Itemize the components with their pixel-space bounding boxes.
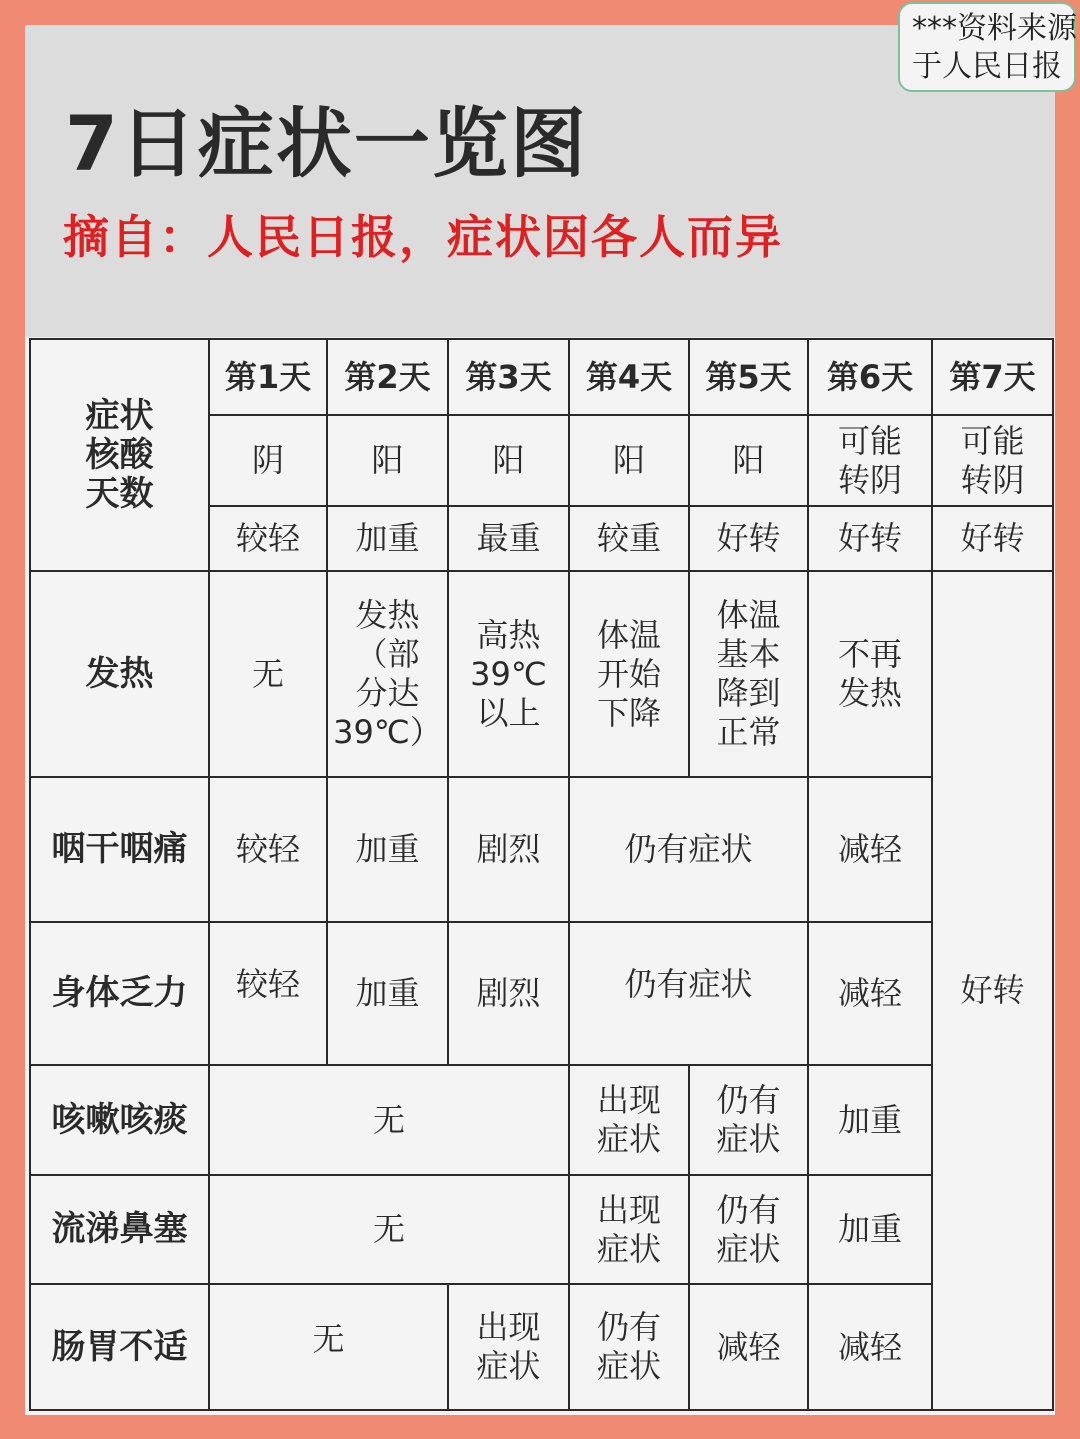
fever-day5: 体温 基本 降到 正常 xyxy=(689,571,808,777)
day-5-header: 第5天 xyxy=(689,339,808,415)
stomach-label: 肠胃不适 xyxy=(30,1284,209,1410)
fever-day3: 高热 39℃ 以上 xyxy=(448,571,569,777)
stomach-day6: 减轻 xyxy=(808,1284,932,1410)
stomach-day3: 出现 症状 xyxy=(448,1284,569,1410)
page-title: 7日症状一览图 xyxy=(65,99,588,188)
fever-label: 发热 xyxy=(30,571,209,777)
throat-day2: 加重 xyxy=(327,777,448,922)
fever-day1: 无 xyxy=(209,571,327,777)
page-subtitle: 摘自：人民日报，症状因各人而异 xyxy=(63,210,783,264)
source-badge xyxy=(898,2,1076,92)
throat-label: 咽干咽痛 xyxy=(30,777,209,922)
day-4-header: 第4天 xyxy=(569,339,689,415)
runny-nose-day5: 仍有 症状 xyxy=(689,1175,808,1284)
throat-day4-5: 仍有症状 xyxy=(569,777,808,922)
source-badge-line2: 于人民日报 xyxy=(912,49,1062,84)
severity-cell: 较轻 xyxy=(209,506,327,571)
stomach-day5: 减轻 xyxy=(689,1284,808,1410)
throat-row xyxy=(30,777,1053,922)
nucleic-cell: 可能 转阴 xyxy=(808,415,932,506)
fever-day4: 体温 开始 下降 xyxy=(569,571,689,777)
severity-cell: 好转 xyxy=(932,506,1053,571)
throat-day1: 较轻 xyxy=(209,777,327,922)
runny-nose-day1-3: 无 xyxy=(209,1175,569,1284)
severity-cell: 好转 xyxy=(689,506,808,571)
severity-cell: 加重 xyxy=(327,506,448,571)
nucleic-cell: 阴 xyxy=(209,415,327,506)
nucleic-cell: 阳 xyxy=(327,415,448,506)
cough-day5: 仍有 症状 xyxy=(689,1065,808,1175)
day-7-header: 第7天 xyxy=(932,339,1053,415)
runny-nose-day4: 出现 症状 xyxy=(569,1175,689,1284)
cough-day1-3: 无 xyxy=(209,1065,569,1175)
day-3-header: 第3天 xyxy=(448,339,569,415)
severity-cell: 好转 xyxy=(808,506,932,571)
fatigue-day4-5: 仍有症状 xyxy=(569,922,808,1065)
severity-cell: 较重 xyxy=(569,506,689,571)
nucleic-cell: 阳 xyxy=(689,415,808,506)
fatigue-day2: 加重 xyxy=(327,922,448,1065)
severity-cell: 最重 xyxy=(448,506,569,571)
cough-day4: 出现 症状 xyxy=(569,1065,689,1175)
nucleic-cell: 阳 xyxy=(569,415,689,506)
cough-row xyxy=(30,1065,1053,1175)
fever-row xyxy=(30,571,1053,777)
throat-day6: 减轻 xyxy=(808,777,932,922)
fever-day2: 发热 （部 分达 39℃） xyxy=(327,571,448,777)
cough-day6: 加重 xyxy=(808,1065,932,1175)
stomach-row xyxy=(30,1284,1053,1410)
source-badge-line1: ***资料来源 xyxy=(912,11,1077,46)
nucleic-cell: 阳 xyxy=(448,415,569,506)
day-2-header: 第2天 xyxy=(327,339,448,415)
corner-header: 症状 核酸 天数 xyxy=(30,339,209,571)
stomach-day4: 仍有 症状 xyxy=(569,1284,689,1410)
throat-day3: 剧烈 xyxy=(448,777,569,922)
fatigue-day6: 减轻 xyxy=(808,922,932,1065)
symptom-table xyxy=(29,338,1054,1411)
day-6-header: 第6天 xyxy=(808,339,932,415)
day7-merged-cell: 好转 xyxy=(932,571,1053,1410)
runny-nose-row xyxy=(30,1175,1053,1284)
nucleic-cell: 可能 转阴 xyxy=(932,415,1053,506)
cough-label: 咳嗽咳痰 xyxy=(30,1065,209,1175)
stomach-day1-2: 无 xyxy=(209,1284,448,1410)
fatigue-day3: 剧烈 xyxy=(448,922,569,1065)
runny-nose-day6: 加重 xyxy=(808,1175,932,1284)
day-1-header: 第1天 xyxy=(209,339,327,415)
fatigue-row xyxy=(30,922,1053,1065)
fever-day6: 不再 发热 xyxy=(808,571,932,777)
day-header-row xyxy=(30,339,1053,415)
fatigue-day1: 较轻 xyxy=(209,922,327,1065)
fatigue-label: 身体乏力 xyxy=(30,922,209,1065)
runny-nose-label: 流涕鼻塞 xyxy=(30,1175,209,1284)
